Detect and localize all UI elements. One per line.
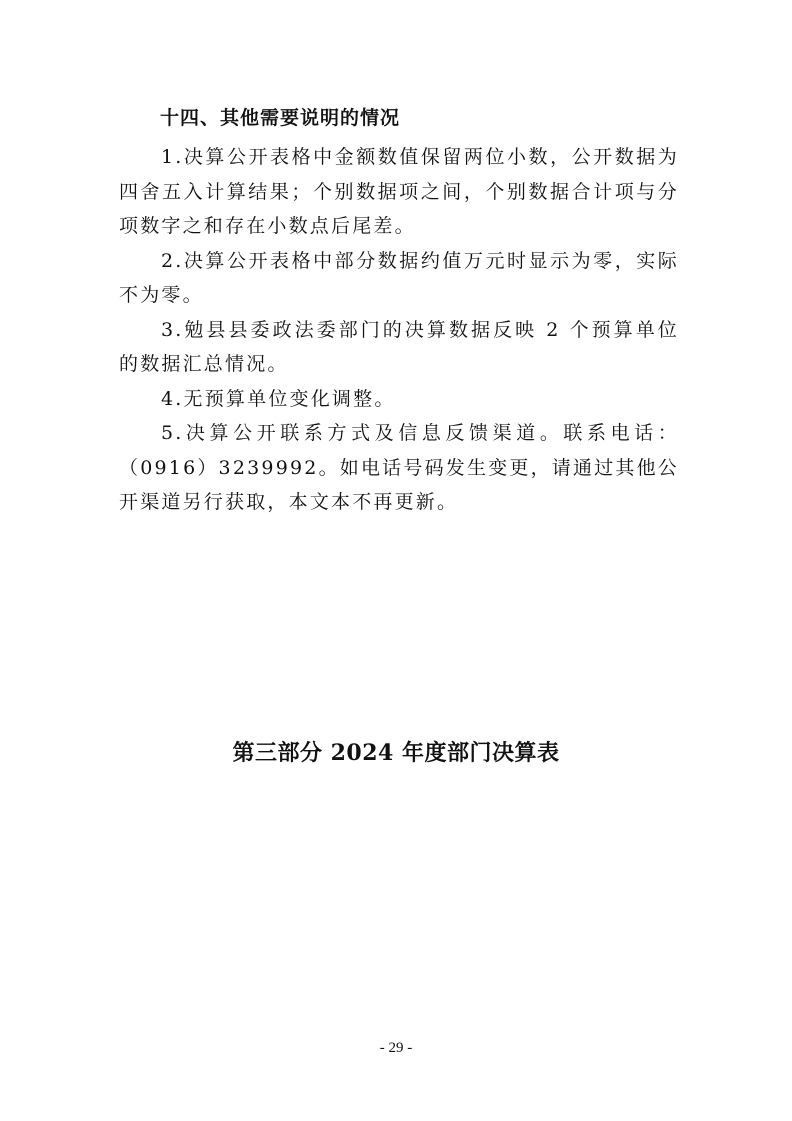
paragraph-5: 5.决算公开联系方式及信息反馈渠道。联系电话：（0916）3239992。如电话号码发生变更，请通过其他公开渠道另行获取，本文本不再更新。 — [119, 422, 679, 513]
paragraph-1: 1.决算公开表格中金额数值保留两位小数，公开数据为四舍五入计算结果；个别数据项之间，个别数据合计项与分项数字之和存在小数点后尾差。 — [119, 146, 679, 237]
page-number: - 29 - — [379, 1040, 413, 1056]
body-text — [119, 140, 679, 520]
section-heading: 十四、其他需要说明的情况 — [160, 107, 401, 129]
part-title: 第三部分 2024 年度部门决算表 — [232, 740, 560, 766]
paragraph-3: 3.勉县县委政法委部门的决算数据反映 2 个预算单位的数据汇总情况。 — [119, 318, 679, 375]
paragraph-4: 4.无预算单位变化调整。 — [161, 387, 396, 410]
paragraph-2: 2.决算公开表格中部分数据约值万元时显示为零，实际不为零。 — [119, 249, 679, 306]
